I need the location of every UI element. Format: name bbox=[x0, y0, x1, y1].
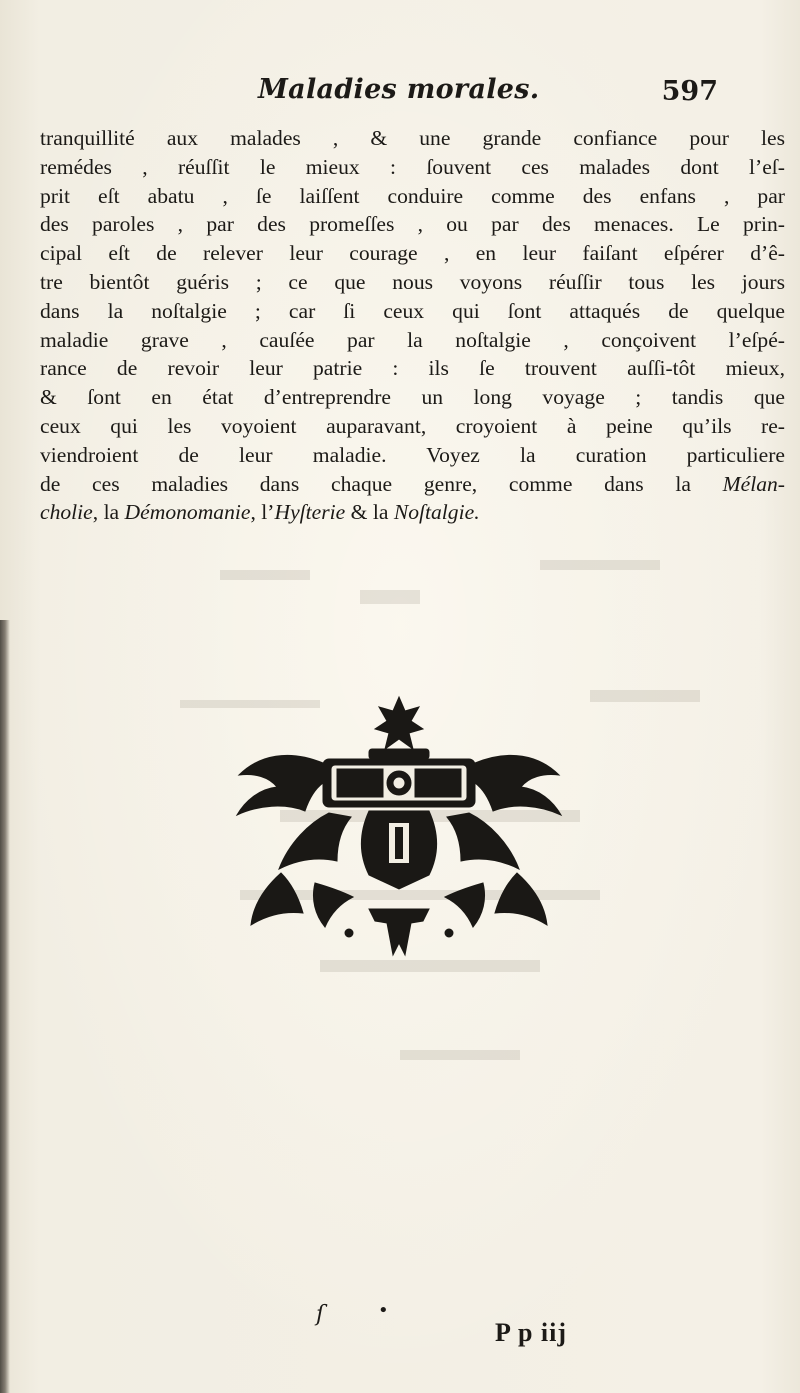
binding-edge bbox=[0, 620, 10, 1393]
text-line: cipal eſt de relever leur courage , en leur faiſant eſpérer d’ê- bbox=[40, 241, 785, 266]
text-line: ceux qui les voyoient auparavant, croyoient à peine qu’ils re- bbox=[40, 413, 785, 438]
italic-term-melancholie-part2: cholie bbox=[40, 500, 93, 525]
text-line-content: de ces maladies dans chaque genre, comme dans la bbox=[40, 471, 691, 496]
page-number: 597 bbox=[661, 76, 718, 107]
text-line-final bbox=[40, 498, 785, 527]
printers-mark-left: ſ bbox=[316, 1302, 325, 1327]
text-line bbox=[40, 470, 785, 499]
italic-term-demonomanie: Démonomanie bbox=[124, 500, 251, 525]
text-line: & ſont en état d’entreprendre un long voyage ; tandis que bbox=[40, 385, 785, 410]
page-header bbox=[258, 74, 718, 114]
italic-term-hysterie: Hyſterie bbox=[274, 500, 346, 525]
text-line: tranquillité aux malades , & une grande confiance pour les bbox=[40, 126, 785, 150]
running-title: Maladies morales. bbox=[258, 74, 540, 105]
printers-mark-right: • bbox=[378, 1300, 389, 1321]
text-line: remédes , réuſſit le mieux : ſouvent ces malades dont l’eſ- bbox=[40, 154, 785, 179]
punctuation: , l’ bbox=[250, 500, 275, 525]
italic-term-nostalgie: Noſtalgie. bbox=[393, 500, 480, 525]
text-line: viendroient de leur maladie. Voyez la curation particuliere bbox=[40, 442, 785, 467]
text-line: des paroles , par des promeſſes , ou par des menaces. Le prin- bbox=[40, 212, 785, 237]
conjunction: & la bbox=[345, 500, 394, 525]
punctuation: , la bbox=[92, 500, 125, 525]
fleuron-ornament-icon bbox=[219, 693, 579, 963]
signature-mark: P p iij bbox=[495, 1318, 568, 1347]
text-line: tre bientôt guéris ; ce que nous voyons réuſſir tous les jours bbox=[40, 269, 785, 294]
italic-term-melancholie-part1: Mélan- bbox=[722, 471, 785, 496]
text-line: rance de revoir leur patrie : ils ſe trouvent auſſi-tôt mieux, bbox=[40, 356, 785, 381]
body-paragraph bbox=[40, 124, 785, 527]
text-line: maladie grave , cauſée par la noſtalgie , conçoivent l’eſpé- bbox=[40, 327, 785, 352]
text-line: prit eſt abatu , ſe laiſſent conduire comme des enfans , par bbox=[40, 183, 785, 208]
text-line: dans la noſtalgie ; car ſi ceux qui ſont attaqués de quelque bbox=[40, 298, 785, 323]
